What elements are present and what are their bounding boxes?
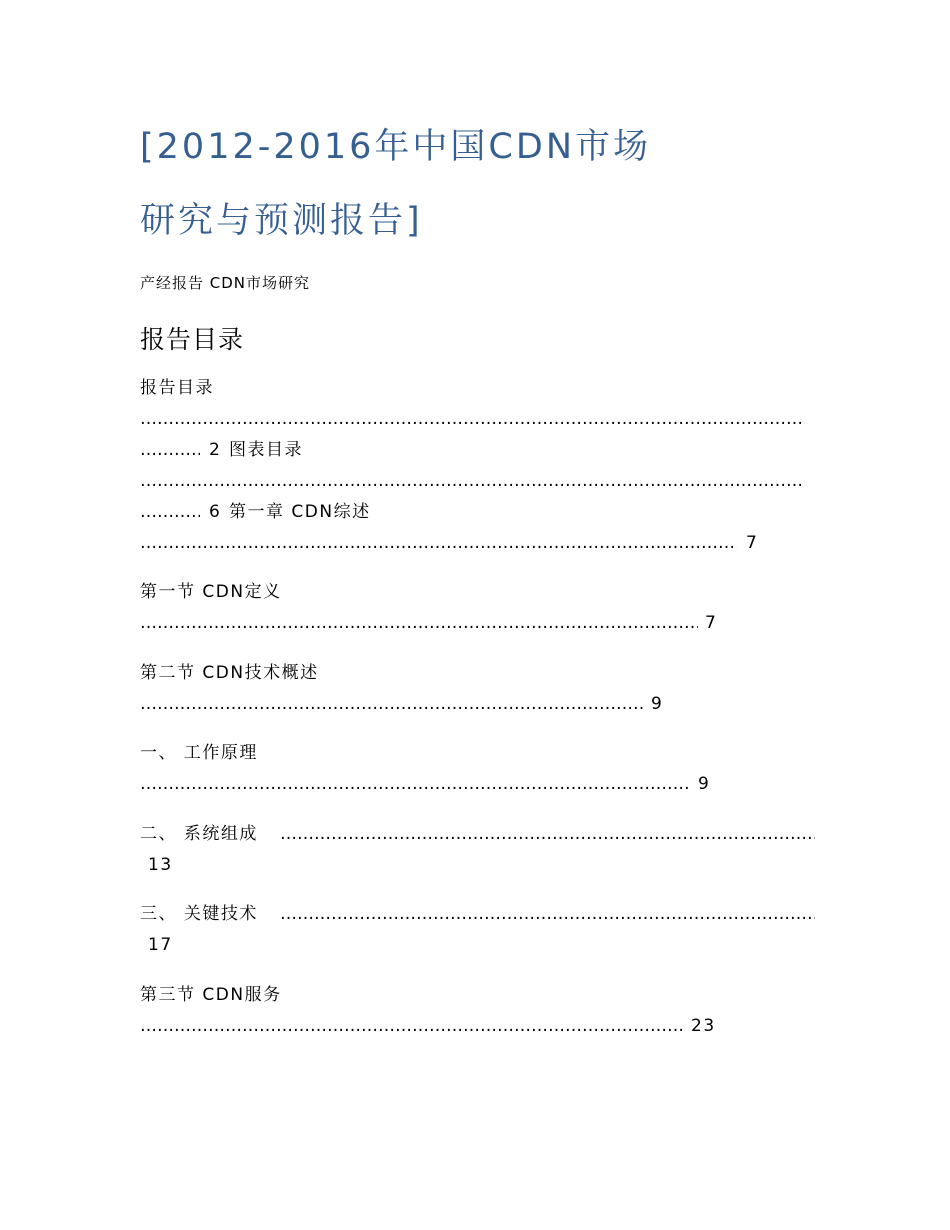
toc-entry-page: 13 (148, 855, 173, 875)
toc-leader-dots (280, 826, 815, 843)
document-title-line-2: 研究与预测报告] (140, 201, 423, 241)
toc-entry-page: 23 (691, 1016, 716, 1036)
toc-leader-dots (280, 906, 815, 923)
toc-leader-dots (140, 615, 698, 632)
toc-entry-title: 第一章 CDN综述 (229, 502, 371, 522)
toc-entry-page: 2 (209, 440, 222, 460)
toc-entry-title: 第一节 CDN定义 (140, 582, 282, 602)
toc-leader-dots (140, 535, 737, 552)
toc-entry-title: 二、 系统组成 (140, 824, 258, 844)
toc-entry-title: 图表目录 (229, 440, 303, 460)
toc-entry-title: 一、 工作原理 (140, 743, 258, 763)
toc-leader-dots (140, 776, 690, 793)
toc-entry-title: 三、 关键技术 (140, 904, 258, 924)
toc-entry-page: 7 (705, 613, 718, 633)
toc-entry-page: 9 (651, 694, 664, 714)
toc-leader-dots (140, 1018, 682, 1035)
toc-entry-title: 第三节 CDN服务 (140, 985, 282, 1005)
toc-leader-dots (140, 504, 200, 521)
toc-heading: 报告目录 (140, 325, 245, 354)
toc-entry-title: 第二节 CDN技术概述 (140, 663, 319, 683)
toc-entry-page: 17 (148, 935, 173, 955)
toc-leader-dots (140, 442, 200, 459)
document-title-line-1: [2012-2016年中国CDN市场 (140, 127, 651, 167)
toc-entry-page: 7 (746, 533, 759, 553)
toc-leader-dots (140, 411, 805, 428)
toc-leader-dots (140, 696, 643, 713)
toc-entry-title: 报告目录 (140, 378, 214, 398)
toc-leader-dots (140, 473, 805, 490)
toc-entry-page: 6 (209, 502, 222, 522)
document-subtitle: 产经报告 CDN市场研究 (140, 274, 311, 292)
toc-entry-page: 9 (698, 774, 711, 794)
